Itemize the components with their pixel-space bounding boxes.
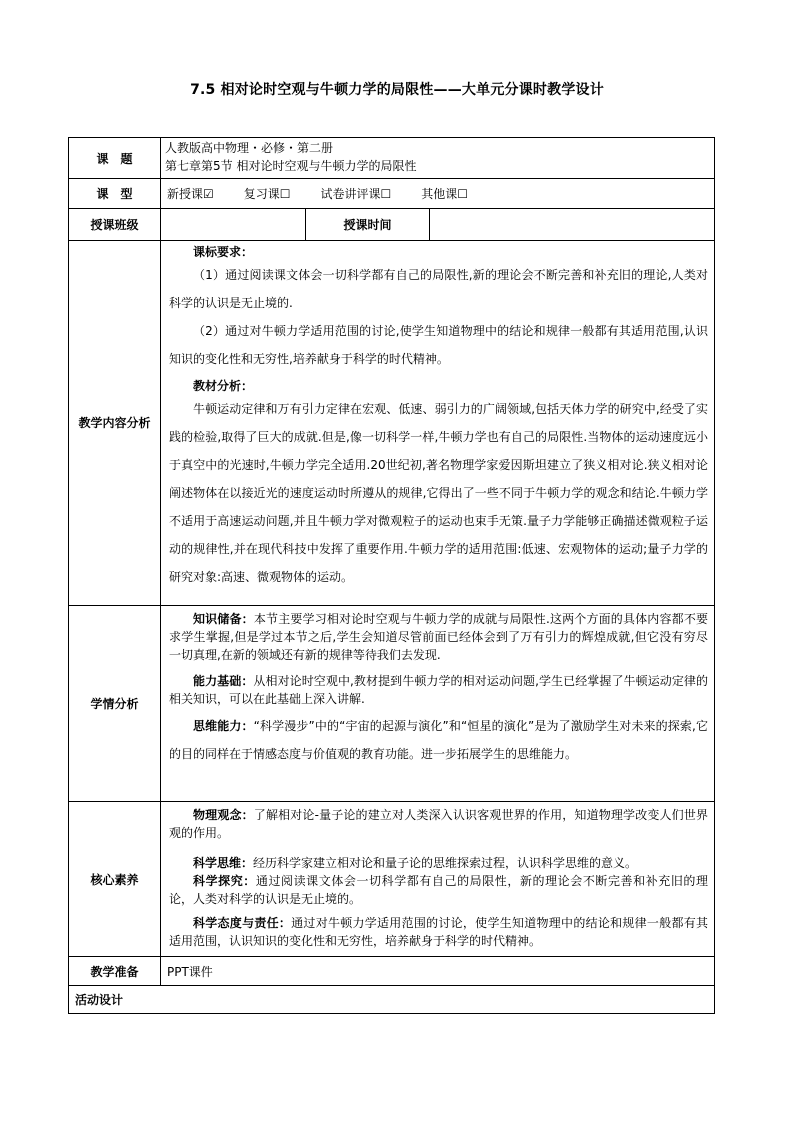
requirement-1: （1）通过阅读课文体会一切科学都有自己的局限性,新的理论会不断完善和补充旧的理论,人类对科学的认识是无止境的. [169,268,709,310]
course-label: 课 题 [69,138,161,179]
class-row [69,209,715,241]
physics-concept-text: 了解相对论-量子论的建立对人类深入认识客观世界的作用，知道物理学改变人们世界观的作用。 [169,808,708,840]
prep-row [69,957,715,986]
prep-label: 教学准备 [69,957,161,986]
attitude-paragraph [169,914,708,950]
ability-heading: 能力基础： [193,674,254,688]
student-analysis-label: 学情分析 [69,606,161,802]
content-analysis-row [69,241,715,606]
ability-paragraph [169,672,708,708]
option-new-lesson[interactable]: 新授课☑ [167,187,214,201]
content-analysis-body [161,241,715,606]
core-literacy-label: 核心素养 [69,802,161,957]
activity-label: 活动设计 [69,986,715,1014]
knowledge-heading: 知识储备： [193,612,254,626]
science-inquiry-text: 通过阅读课文体会一切科学都有自己的局限性，新的理论会不断完善和补充旧的理论，人类对科学的认识是无止境的。 [169,874,708,906]
science-inquiry-paragraph [169,872,708,908]
option-review[interactable]: 复习课☐ [243,187,291,201]
document-title: 7.5 相对论时空观与牛顿力学的局限性——大单元分课时教学设计 [190,82,604,98]
attitude-text: 通过对牛顿力学适用范围的讨论，使学生知道物理中的结论和规律一般都有其适用范围，认识知识的变化性和无穷性，培养献身于科学的时代精神。 [169,916,709,948]
class-value [161,209,306,241]
material-heading: 教材分析： [193,379,254,393]
science-thinking-heading: 科学思维： [193,856,254,870]
physics-concept-paragraph [169,806,708,842]
material-text: 牛顿运动定律和万有引力定律在宏观、低速、弱引力的广阔领域,包括天体力学的研究中,经受了实践的检验,取得了巨大的成就.但是,像一切科学一样,牛顿力学也有自己的局限性.当物体的运动速度远小于真空中的光速时,牛顿力学完全适用.20世纪初,著名物理学家爱因斯坦建立了狭义相对论.狭义相对论阐述物体在以接近光的速度运动时所遵从的规律,它得出了一些不同于牛顿力学的观念和结论.牛顿力学不适用于高速运动问题,并且牛顿力学对微观粒子的运动也束手无策.量子力学能够正确描述微观粒子运动的规律性,并在现代科技中发挥了重要作用.牛顿力学的适用范围:低速、宏观物体的运动;量子力学的研究对象:高速、微观物体的运动。 [169,402,709,584]
physics-concept-heading: 物理观念： [193,808,254,822]
lesson-type-row [69,179,715,209]
requirements-heading: 课标要求： [193,245,254,259]
student-analysis-row [69,606,715,802]
core-literacy-body [161,802,715,957]
time-value [430,209,715,241]
option-other[interactable]: 其他课☐ [421,187,469,201]
lesson-plan-table [68,137,715,1014]
course-row [69,138,715,179]
core-literacy-row [69,802,715,957]
lesson-type-options [161,179,715,209]
knowledge-paragraph [169,610,708,664]
thinking-paragraph [169,712,708,768]
science-thinking-text: 经历科学家建立相对论和量子论的思维探索过程，认识科学思维的意义。 [253,856,638,870]
science-thinking-paragraph [169,854,708,872]
class-label: 授课班级 [69,209,161,241]
science-inquiry-heading: 科学探究： [193,874,256,888]
course-book: 人教版高中物理・必修・第二册 [165,141,334,155]
option-exam-review[interactable]: 试卷讲评课☐ [320,187,392,201]
attitude-heading: 科学态度与责任： [193,916,292,930]
activity-row [69,986,715,1014]
requirement-2: （2）通过对牛顿力学适用范围的讨论,使学生知道物理中的结论和规律一般都有其适用范围,认识知识的变化性和无穷性,培养献身于科学的时代精神。 [169,324,709,366]
ability-text: 从相对论时空观中,教材提到牛顿力学的相对运动问题,学生已经掌握了牛顿运动定律的相关知识，可以在此基础上深入讲解. [169,674,709,706]
thinking-heading: 思维能力： [193,719,254,733]
course-value [161,138,715,179]
thinking-text: “科学漫步”中的“宇宙的起源与演化”和“恒星的演化”是为了激励学生对未来的探索,它的目的同样在于情感态度与价值观的教育功能。进一步拓展学生的思维能力。 [169,719,708,761]
student-analysis-body [161,606,715,802]
lesson-type-label: 课 型 [69,179,161,209]
time-label: 授课时间 [306,209,430,241]
knowledge-text: 本节主要学习相对论时空观与牛顿力学的成就与局限性.这两个方面的具体内容都不要求学生掌握,但是学过本节之后,学生会知道尽管前面已经体会到了万有引力的辉煌成就,但它没有穷尽一切真理,在新的领域还有新的规律等待我们去发现. [169,612,709,662]
course-chapter: 第七章第5节 相对论时空观与牛顿力学的局限性 [165,159,417,173]
content-analysis-label: 教学内容分析 [69,241,161,606]
prep-value: PPT课件 [161,957,715,986]
